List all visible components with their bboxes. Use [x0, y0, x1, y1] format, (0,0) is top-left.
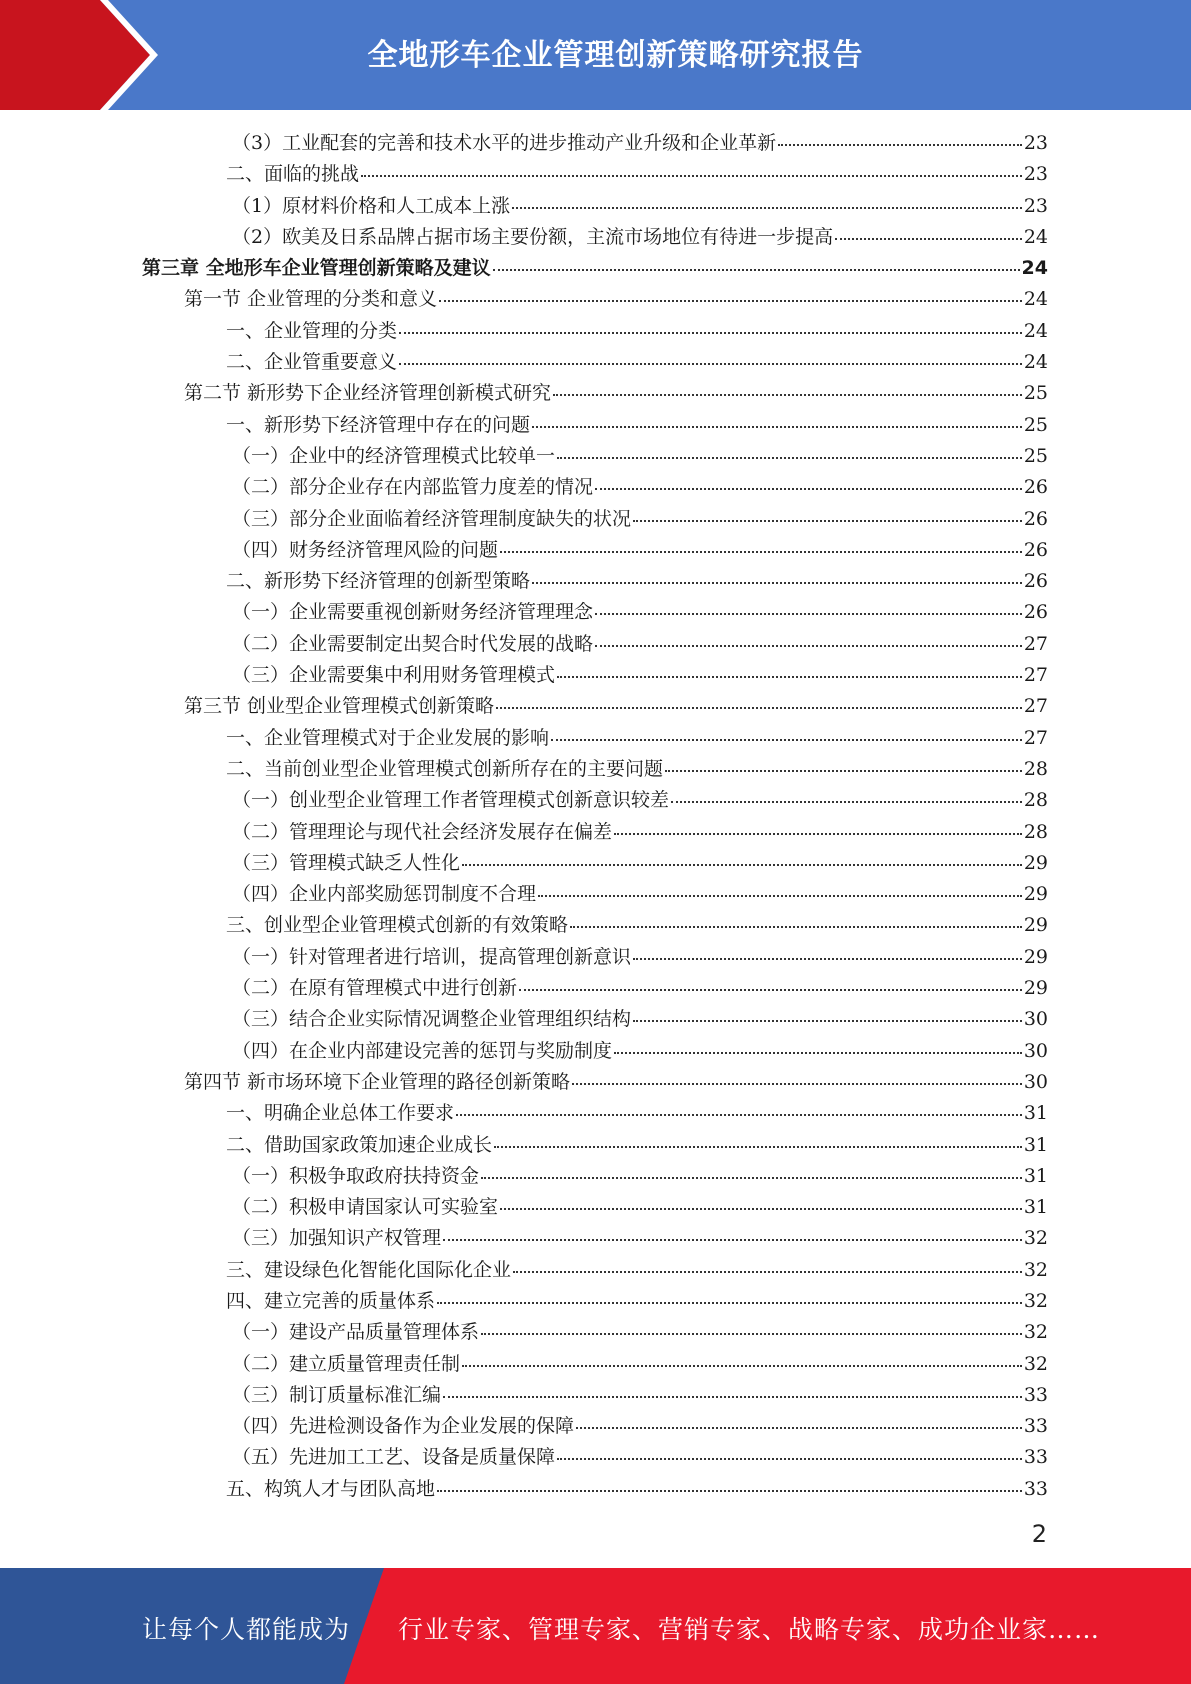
toc-entry[interactable]: [142, 1004, 1048, 1035]
toc-entry[interactable]: [142, 1223, 1048, 1254]
toc-entry-title: 一、企业管理的分类: [226, 319, 398, 342]
toc-entry[interactable]: [142, 1380, 1048, 1411]
toc-dot-leader: [439, 299, 1022, 302]
toc-dot-leader: [595, 487, 1022, 490]
toc-entry[interactable]: [142, 1411, 1048, 1442]
toc-entry[interactable]: [142, 723, 1048, 754]
toc-dot-leader: [481, 1176, 1022, 1179]
toc-entry-page: 26: [1023, 538, 1048, 561]
toc-entry-title: （三）制订质量标准汇编: [232, 1383, 442, 1406]
toc-entry[interactable]: [142, 1474, 1048, 1505]
toc-entry-title: 第三章 全地形车企业管理创新策略及建议: [142, 257, 491, 280]
toc-dot-leader: [595, 612, 1022, 615]
toc-dot-leader: [557, 456, 1022, 459]
toc-entry[interactable]: [142, 1286, 1048, 1317]
toc-entry-page: 25: [1023, 444, 1048, 467]
toc-dot-leader: [576, 1426, 1022, 1429]
toc-entry[interactable]: [142, 1192, 1048, 1223]
toc-entry-title: 第一节 企业管理的分类和意义: [184, 288, 438, 311]
toc-dot-leader: [437, 1489, 1022, 1492]
toc-entry-title: 二、企业管重要意义: [226, 351, 398, 374]
toc-entry-page: 27: [1023, 664, 1048, 687]
toc-dot-leader: [437, 1301, 1022, 1304]
toc-entry[interactable]: [142, 597, 1048, 628]
toc-entry-page: 26: [1023, 570, 1048, 593]
toc-entry-page: 25: [1023, 382, 1048, 405]
toc-dot-leader: [462, 1364, 1022, 1367]
toc-entry-page: 29: [1023, 914, 1048, 937]
toc-dot-leader: [595, 644, 1022, 647]
toc-entry-page: 28: [1023, 820, 1048, 843]
toc-entry-title: （四）财务经济管理风险的问题: [232, 538, 499, 561]
toc-entry-page: 27: [1023, 632, 1048, 655]
toc-entry[interactable]: [142, 754, 1048, 785]
toc-dot-leader: [671, 800, 1022, 803]
toc-entry-page: 30: [1023, 1008, 1048, 1031]
report-title: 全地形车企业管理创新策略研究报告: [367, 38, 864, 73]
toc-entry-page: 23: [1023, 163, 1048, 186]
toc-entry-title: 二、当前创业型企业管理模式创新所存在的主要问题: [226, 757, 664, 780]
toc-entry-title: （四）先进检测设备作为企业发展的保障: [232, 1415, 575, 1438]
toc-entry-title: （三）结合企业实际情况调整企业管理组织结构: [232, 1008, 632, 1031]
toc-entry[interactable]: [142, 1130, 1048, 1161]
toc-entry[interactable]: [142, 1067, 1048, 1098]
toc-entry-page: 32: [1023, 1227, 1048, 1250]
toc-entry-title: （一）针对管理者进行培训，提高管理创新意识: [232, 945, 632, 968]
toc-entry-title: （2）欧美及日系品牌占据市场主要份额，主流市场地位有待进一步提高: [232, 225, 834, 248]
toc-entry-page: 26: [1023, 507, 1048, 530]
toc-entry-title: （一）企业需要重视创新财务经济管理理念: [232, 601, 594, 624]
toc-entry-title: 第三节 创业型企业管理模式创新策略: [184, 695, 495, 718]
toc-entry[interactable]: [142, 472, 1048, 503]
toc-entry[interactable]: [142, 159, 1048, 190]
toc-entry-page: 27: [1023, 726, 1048, 749]
toc-entry-page: 27: [1023, 695, 1048, 718]
toc-entry-page: 28: [1023, 789, 1048, 812]
toc-entry[interactable]: [142, 1442, 1048, 1473]
toc-entry-title: （二）积极申请国家认可实验室: [232, 1196, 499, 1219]
toc-entry-page: 30: [1023, 1070, 1048, 1093]
toc-dot-leader: [519, 988, 1022, 991]
toc-entry-page: 32: [1023, 1258, 1048, 1281]
toc-dot-leader: [462, 863, 1022, 866]
toc-entry-title: （一）建设产品质量管理体系: [232, 1321, 480, 1344]
toc-dot-leader: [496, 706, 1022, 709]
toc-entry-title: 第四节 新市场环境下企业管理的路径创新策略: [184, 1070, 571, 1093]
toc-dot-leader: [456, 1113, 1022, 1116]
toc-dot-leader: [557, 1457, 1022, 1460]
toc-entry-page: 29: [1023, 945, 1048, 968]
toc-entry-page: 29: [1023, 851, 1048, 874]
footer-slogan-left: 让每个人都能成为: [142, 1615, 351, 1644]
toc-dot-leader: [614, 1051, 1022, 1054]
toc-dot-leader: [443, 1238, 1022, 1241]
toc-entry-page: 24: [1021, 257, 1048, 280]
toc-entry-title: 第二节 新形势下企业经济管理创新模式研究: [184, 382, 552, 405]
toc-entry-page: 33: [1023, 1446, 1048, 1469]
toc-entry[interactable]: [142, 785, 1048, 816]
toc-dot-leader: [778, 143, 1022, 146]
toc-dot-leader: [494, 1145, 1022, 1148]
page-number: 2: [1031, 1520, 1047, 1548]
toc-entry-title: 二、新形势下经济管理的创新型策略: [226, 570, 531, 593]
toc-entry-page: 33: [1023, 1477, 1048, 1500]
toc-entry-page: 24: [1023, 225, 1048, 248]
toc-dot-leader: [532, 425, 1022, 428]
toc-entry[interactable]: [142, 879, 1048, 910]
toc-entry-title: （二）建立质量管理责任制: [232, 1352, 461, 1375]
toc-entry[interactable]: [142, 347, 1048, 378]
toc-entry[interactable]: [142, 410, 1048, 441]
toc-entry-title: 二、面临的挑战: [226, 163, 360, 186]
toc-dot-leader: [443, 1395, 1022, 1398]
toc-dot-leader: [399, 362, 1022, 365]
toc-dot-leader: [500, 1207, 1022, 1210]
toc-entry-title: （四）在企业内部建设完善的惩罚与奖励制度: [232, 1039, 613, 1062]
footer-band: [0, 1568, 1191, 1684]
toc-entry-title: （1）原材料价格和人工成本上涨: [232, 194, 511, 217]
toc-entry-page: 31: [1023, 1164, 1048, 1187]
toc-entry-page: 24: [1023, 319, 1048, 342]
toc-entry-page: 23: [1023, 194, 1048, 217]
toc-dot-leader: [633, 1019, 1022, 1022]
toc-entry-page: 32: [1023, 1352, 1048, 1375]
toc-dot-leader: [633, 519, 1022, 522]
toc-entry-page: 32: [1023, 1289, 1048, 1312]
toc-entry[interactable]: [142, 191, 1048, 222]
toc-entry[interactable]: [142, 222, 1048, 253]
toc-entry-title: （一）积极争取政府扶持资金: [232, 1164, 480, 1187]
toc-entry-title: （三）加强知识产权管理: [232, 1227, 442, 1250]
toc-entry-title: （二）管理理论与现代社会经济发展存在偏差: [232, 820, 613, 843]
toc-entry-title: （四）企业内部奖励惩罚制度不合理: [232, 883, 537, 906]
toc-entry-title: （三）部分企业面临着经济管理制度缺失的状况: [232, 507, 632, 530]
toc-entry-page: 31: [1023, 1133, 1048, 1156]
toc-entry-page: 24: [1023, 351, 1048, 374]
toc-entry[interactable]: [142, 1317, 1048, 1348]
toc-dot-leader: [570, 925, 1022, 928]
toc-entry-page: 29: [1023, 883, 1048, 906]
toc-entry[interactable]: [142, 817, 1048, 848]
toc-entry-title: 三、建设绿色化智能化国际化企业: [226, 1258, 512, 1281]
toc-entry[interactable]: [142, 441, 1048, 472]
toc-entry-title: 二、借助国家政策加速企业成长: [226, 1133, 493, 1156]
toc-entry[interactable]: [142, 1255, 1048, 1286]
toc-dot-leader: [399, 331, 1022, 334]
toc-entry[interactable]: [142, 1161, 1048, 1192]
toc-dot-leader: [665, 769, 1022, 772]
toc-entry-page: 29: [1023, 977, 1048, 1000]
toc-dot-leader: [557, 675, 1022, 678]
footer-slogan-right: 行业专家、管理专家、营销专家、战略专家、成功企业家……: [398, 1615, 1101, 1644]
toc-dot-leader: [553, 393, 1022, 396]
toc-dot-leader: [513, 1270, 1022, 1273]
toc-entry-page: 30: [1023, 1039, 1048, 1062]
toc-entry-title: （一）企业中的经济管理模式比较单一: [232, 444, 556, 467]
header-band: [0, 0, 1191, 110]
toc-entry-page: 23: [1023, 132, 1048, 154]
toc-entry-page: 28: [1023, 757, 1048, 780]
toc-entry-title: （三）企业需要集中利用财务管理模式: [232, 664, 556, 687]
toc-entry[interactable]: [142, 378, 1048, 409]
toc-entry-page: 26: [1023, 601, 1048, 624]
toc-entry[interactable]: [142, 316, 1048, 347]
toc-entry-page: 26: [1023, 476, 1048, 499]
toc-entry-title: （二）企业需要制定出契合时代发展的战略: [232, 632, 594, 655]
toc-entry[interactable]: [142, 942, 1048, 973]
toc-dot-leader: [500, 550, 1022, 553]
toc-entry-title: 三、创业型企业管理模式创新的有效策略: [226, 914, 569, 937]
toc-entry-page: 33: [1023, 1383, 1048, 1406]
toc-entry-title: （一）创业型企业管理工作者管理模式创新意识较差: [232, 789, 670, 812]
table-of-contents: [142, 128, 1048, 1505]
toc-entry-page: 31: [1023, 1102, 1048, 1125]
toc-entry-title: 一、明确企业总体工作要求: [226, 1102, 455, 1125]
toc-entry-page: 25: [1023, 413, 1048, 436]
toc-dot-leader: [481, 1332, 1022, 1335]
toc-entry[interactable]: [142, 284, 1048, 315]
toc-dot-leader: [512, 206, 1022, 209]
toc-entry-title: （三）管理模式缺乏人性化: [232, 851, 461, 874]
toc-entry-title: （二）部分企业存在内部监管力度差的情况: [232, 476, 594, 499]
toc-entry[interactable]: [142, 660, 1048, 691]
toc-entry[interactable]: [142, 504, 1048, 535]
toc-entry-page: 33: [1023, 1415, 1048, 1438]
toc-entry-page: 32: [1023, 1321, 1048, 1344]
toc-entry[interactable]: [142, 566, 1048, 597]
toc-entry[interactable]: [142, 629, 1048, 660]
toc-entry-title: 一、企业管理模式对于企业发展的影响: [226, 726, 550, 749]
toc-entry[interactable]: [142, 910, 1048, 941]
toc-entry-title: 五、构筑人才与团队高地: [226, 1477, 436, 1500]
toc-dot-leader: [538, 894, 1022, 897]
toc-entry-title: 四、建立完善的质量体系: [226, 1289, 436, 1312]
toc-entry[interactable]: [142, 691, 1048, 722]
toc-entry[interactable]: [142, 535, 1048, 566]
toc-entry[interactable]: [142, 1349, 1048, 1380]
toc-dot-leader: [361, 174, 1022, 177]
toc-dot-leader: [614, 832, 1022, 835]
toc-entry[interactable]: [142, 848, 1048, 879]
toc-dot-leader: [572, 1082, 1022, 1085]
toc-entry[interactable]: [142, 973, 1048, 1004]
toc-dot-leader: [835, 237, 1022, 240]
toc-dot-leader: [532, 581, 1022, 584]
toc-entry-page: 24: [1023, 288, 1048, 311]
toc-entry-title: （3）工业配套的完善和技术水平的进步推动产业升级和企业革新: [232, 132, 777, 154]
toc-entry-title: （二）在原有管理模式中进行创新: [232, 977, 518, 1000]
toc-entry-title: （五）先进加工工艺、设备是质量保障: [232, 1446, 556, 1469]
toc-dot-leader: [493, 268, 1020, 271]
toc-dot-leader: [633, 957, 1022, 960]
toc-entry[interactable]: [142, 1098, 1048, 1129]
toc-entry-title: 一、新形势下经济管理中存在的问题: [226, 413, 531, 436]
toc-entry[interactable]: [142, 1036, 1048, 1067]
toc-entry-page: 31: [1023, 1196, 1048, 1219]
toc-entry[interactable]: [142, 128, 1048, 159]
toc-entry[interactable]: [142, 253, 1048, 284]
toc-dot-leader: [551, 738, 1022, 741]
